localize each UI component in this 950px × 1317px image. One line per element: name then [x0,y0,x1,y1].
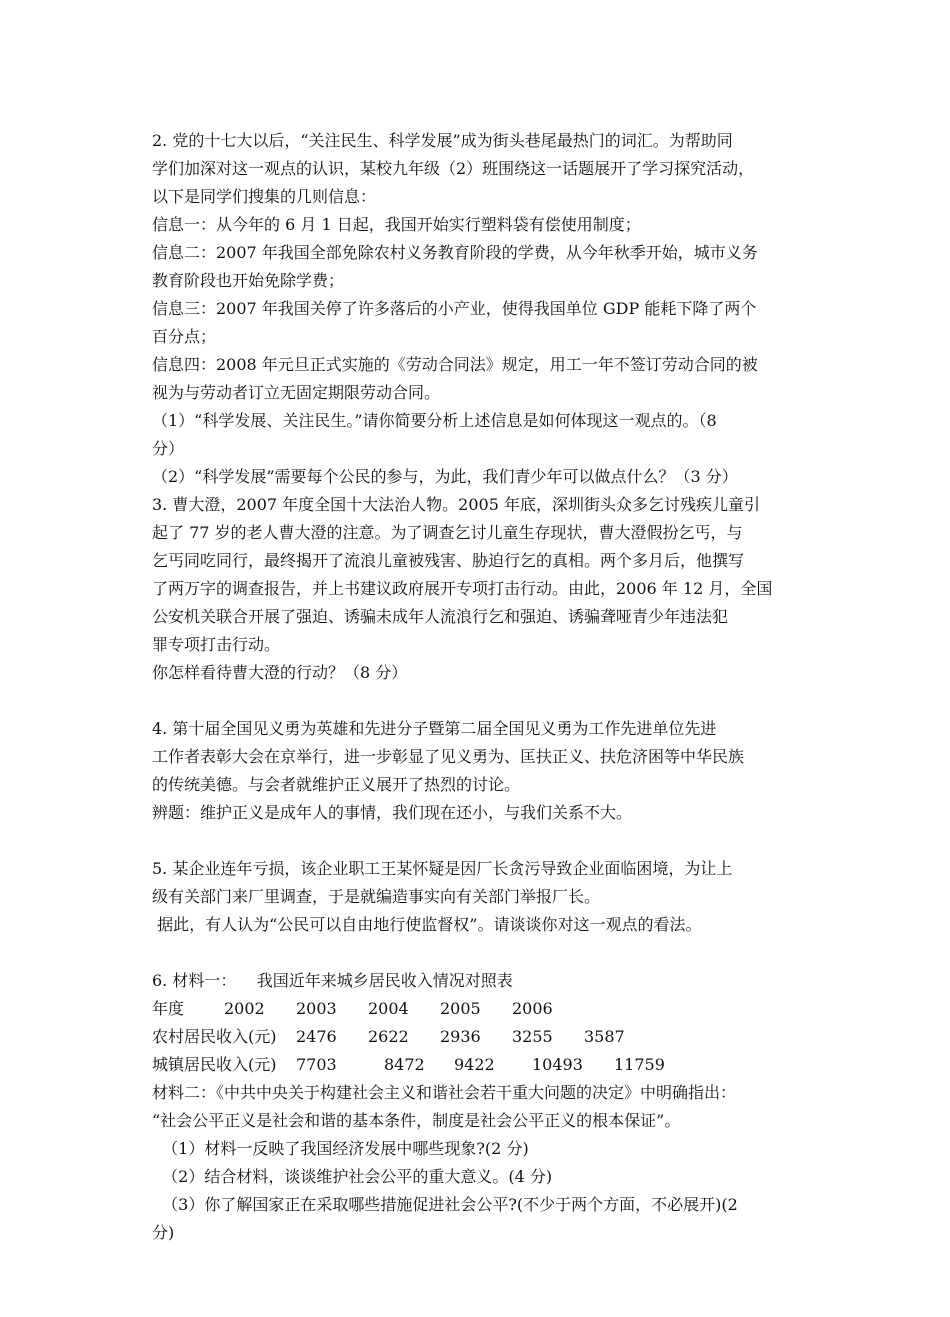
text-line: “社会公平正义是社会和谐的基本条件，制度是社会公平正义的根本保证”。 [152,1111,681,1130]
blank-line [152,687,802,715]
table-cell: 2936 [440,1027,481,1046]
text-line: （1）材料一反映了我国经济发展中哪些现象?(2 分) [152,1139,529,1158]
text-line: 信息三：2007 年我国关停了许多落后的小产业，使得我国单位 GDP 能耗下降了两个 [152,299,757,318]
table-row-label: 城镇居民收入(元) [152,1055,277,1074]
text-line: 分） [152,439,185,458]
text-line: 教育阶段也开始免除学费； [152,271,345,290]
text-line: 的传统美德。与会者就维护正义展开了热烈的讨论。 [152,775,521,794]
text-line: 百分点； [152,327,217,346]
blank-line [152,827,802,855]
text-line: （1）“科学发展、关注民生。”请你简要分析上述信息是如何体现这一观点的。（8 [152,411,717,430]
table-cell: 10493 [532,1055,583,1074]
table-header-cell: 2004 [368,999,409,1018]
table-cell: 8472 [384,1055,425,1074]
table-cell: 2476 [296,1027,337,1046]
text-line: 信息四：2008 年元旦正式实施的《劳动合同法》规定，用工一年不签订劳动合同的被 [152,355,758,374]
text-line: 辨题：维护正义是成年人的事情，我们现在还小，与我们关系不大。 [152,803,633,822]
text-line: 4. 第十届全国见义勇为英雄和先进分子暨第二届全国见义勇为工作先进单位先进 [152,719,717,738]
text-line: 材料二：《中共中央关于构建社会主义和谐社会若干重大问题的决定》中明确指出： [152,1083,737,1102]
text-line: 工作者表彰大会在京举行，进一步彰显了见义勇为、匡扶正义、扶危济困等中华民族 [152,747,745,766]
table-cell: 11759 [614,1055,665,1074]
text-line: 据此，有人认为“公民可以自由地行使监督权”。请谈谈你对这一观点的看法。 [152,915,702,934]
table-cell: 3587 [584,1027,625,1046]
text-line: （2）结合材料，谈谈维护社会公平的重大意义。(4 分) [152,1167,553,1186]
table-header-cell: 2003 [296,999,337,1018]
text-line: 公安机关联合开展了强迫、诱骗未成年人流浪行乞和强迫、诱骗聋哑青少年违法犯 [152,607,729,626]
text-line: 信息一：从今年的 6 月 1 日起，我国开始实行塑料袋有偿使用制度； [152,215,641,234]
question-5 [152,855,802,939]
table-cell: 7703 [296,1055,337,1074]
text-line: （2）“科学发展”需要每个公民的参与，为此，我们青少年可以做点什么？（3 分） [152,467,738,486]
table-header-label: 年度 [152,999,185,1018]
blank-line [152,939,802,967]
table-cell: 9422 [454,1055,495,1074]
text-line: 以下是同学们搜集的几则信息： [152,187,377,206]
text-line: 2. 党的十七大以后，“关注民生、科学发展”成为街头巷尾最热门的词汇。为帮助同 [152,131,733,150]
table-header-cell: 2006 [512,999,553,1018]
table-row-label: 农村居民收入(元) [152,1027,277,1046]
text-line: 学们加深对这一观点的认识，某校九年级（2）班围绕这一话题展开了学习探究活动， [152,159,755,178]
question-3 [152,491,802,687]
text-line: 分) [152,1223,175,1242]
income-table [152,995,802,1079]
text-line: （3）你了解国家正在采取哪些措施促进社会公平?(不少于两个方面，不必展开)(2 [152,1195,738,1214]
text-line: 3. 曹大澄，2007 年度全国十大法治人物。2005 年底，深圳街头众多乞讨残疾儿童引 [152,495,760,514]
table-header-row [152,995,802,1023]
table-cell: 2622 [368,1027,409,1046]
table-row [152,1023,802,1051]
text-line: 信息二：2007 年我国全部免除农村义务教育阶段的学费，从今年秋季开始，城市义务 [152,243,758,262]
text-line: 起了 77 岁的老人曹大澄的注意。为了调查乞讨儿童生存现状，曹大澄假扮乞丐，与 [152,523,743,542]
table-row [152,1051,802,1079]
material-one-heading: 6. 材料一： 我国近年来城乡居民收入情况对照表 [152,971,513,990]
text-line: 5. 某企业连年亏损，该企业职工王某怀疑是因厂长贪污导致企业面临困境，为让上 [152,859,733,878]
table-header-cell: 2005 [440,999,481,1018]
question-6 [152,967,802,1247]
text-line: 你怎样看待曹大澄的行动？（8 分） [152,663,408,682]
table-cell: 3255 [512,1027,553,1046]
text-line: 了两万字的调查报告，并上书建议政府展开专项打击行动。由此，2006 年 12 月，全国 [152,579,773,598]
question-4 [152,715,802,827]
table-header-cell: 2002 [224,999,265,1018]
question-2 [152,127,802,491]
text-line: 级有关部门来厂里调查，于是就编造事实向有关部门举报厂长。 [152,887,601,906]
text-line: 视为与劳动者订立无固定期限劳动合同。 [152,383,441,402]
document-body [152,127,802,1247]
text-line: 乞丐同吃同行，最终揭开了流浪儿童被残害、胁迫行乞的真相。两个多月后，他撰写 [152,551,745,570]
text-line: 罪专项打击行动。 [152,635,281,654]
